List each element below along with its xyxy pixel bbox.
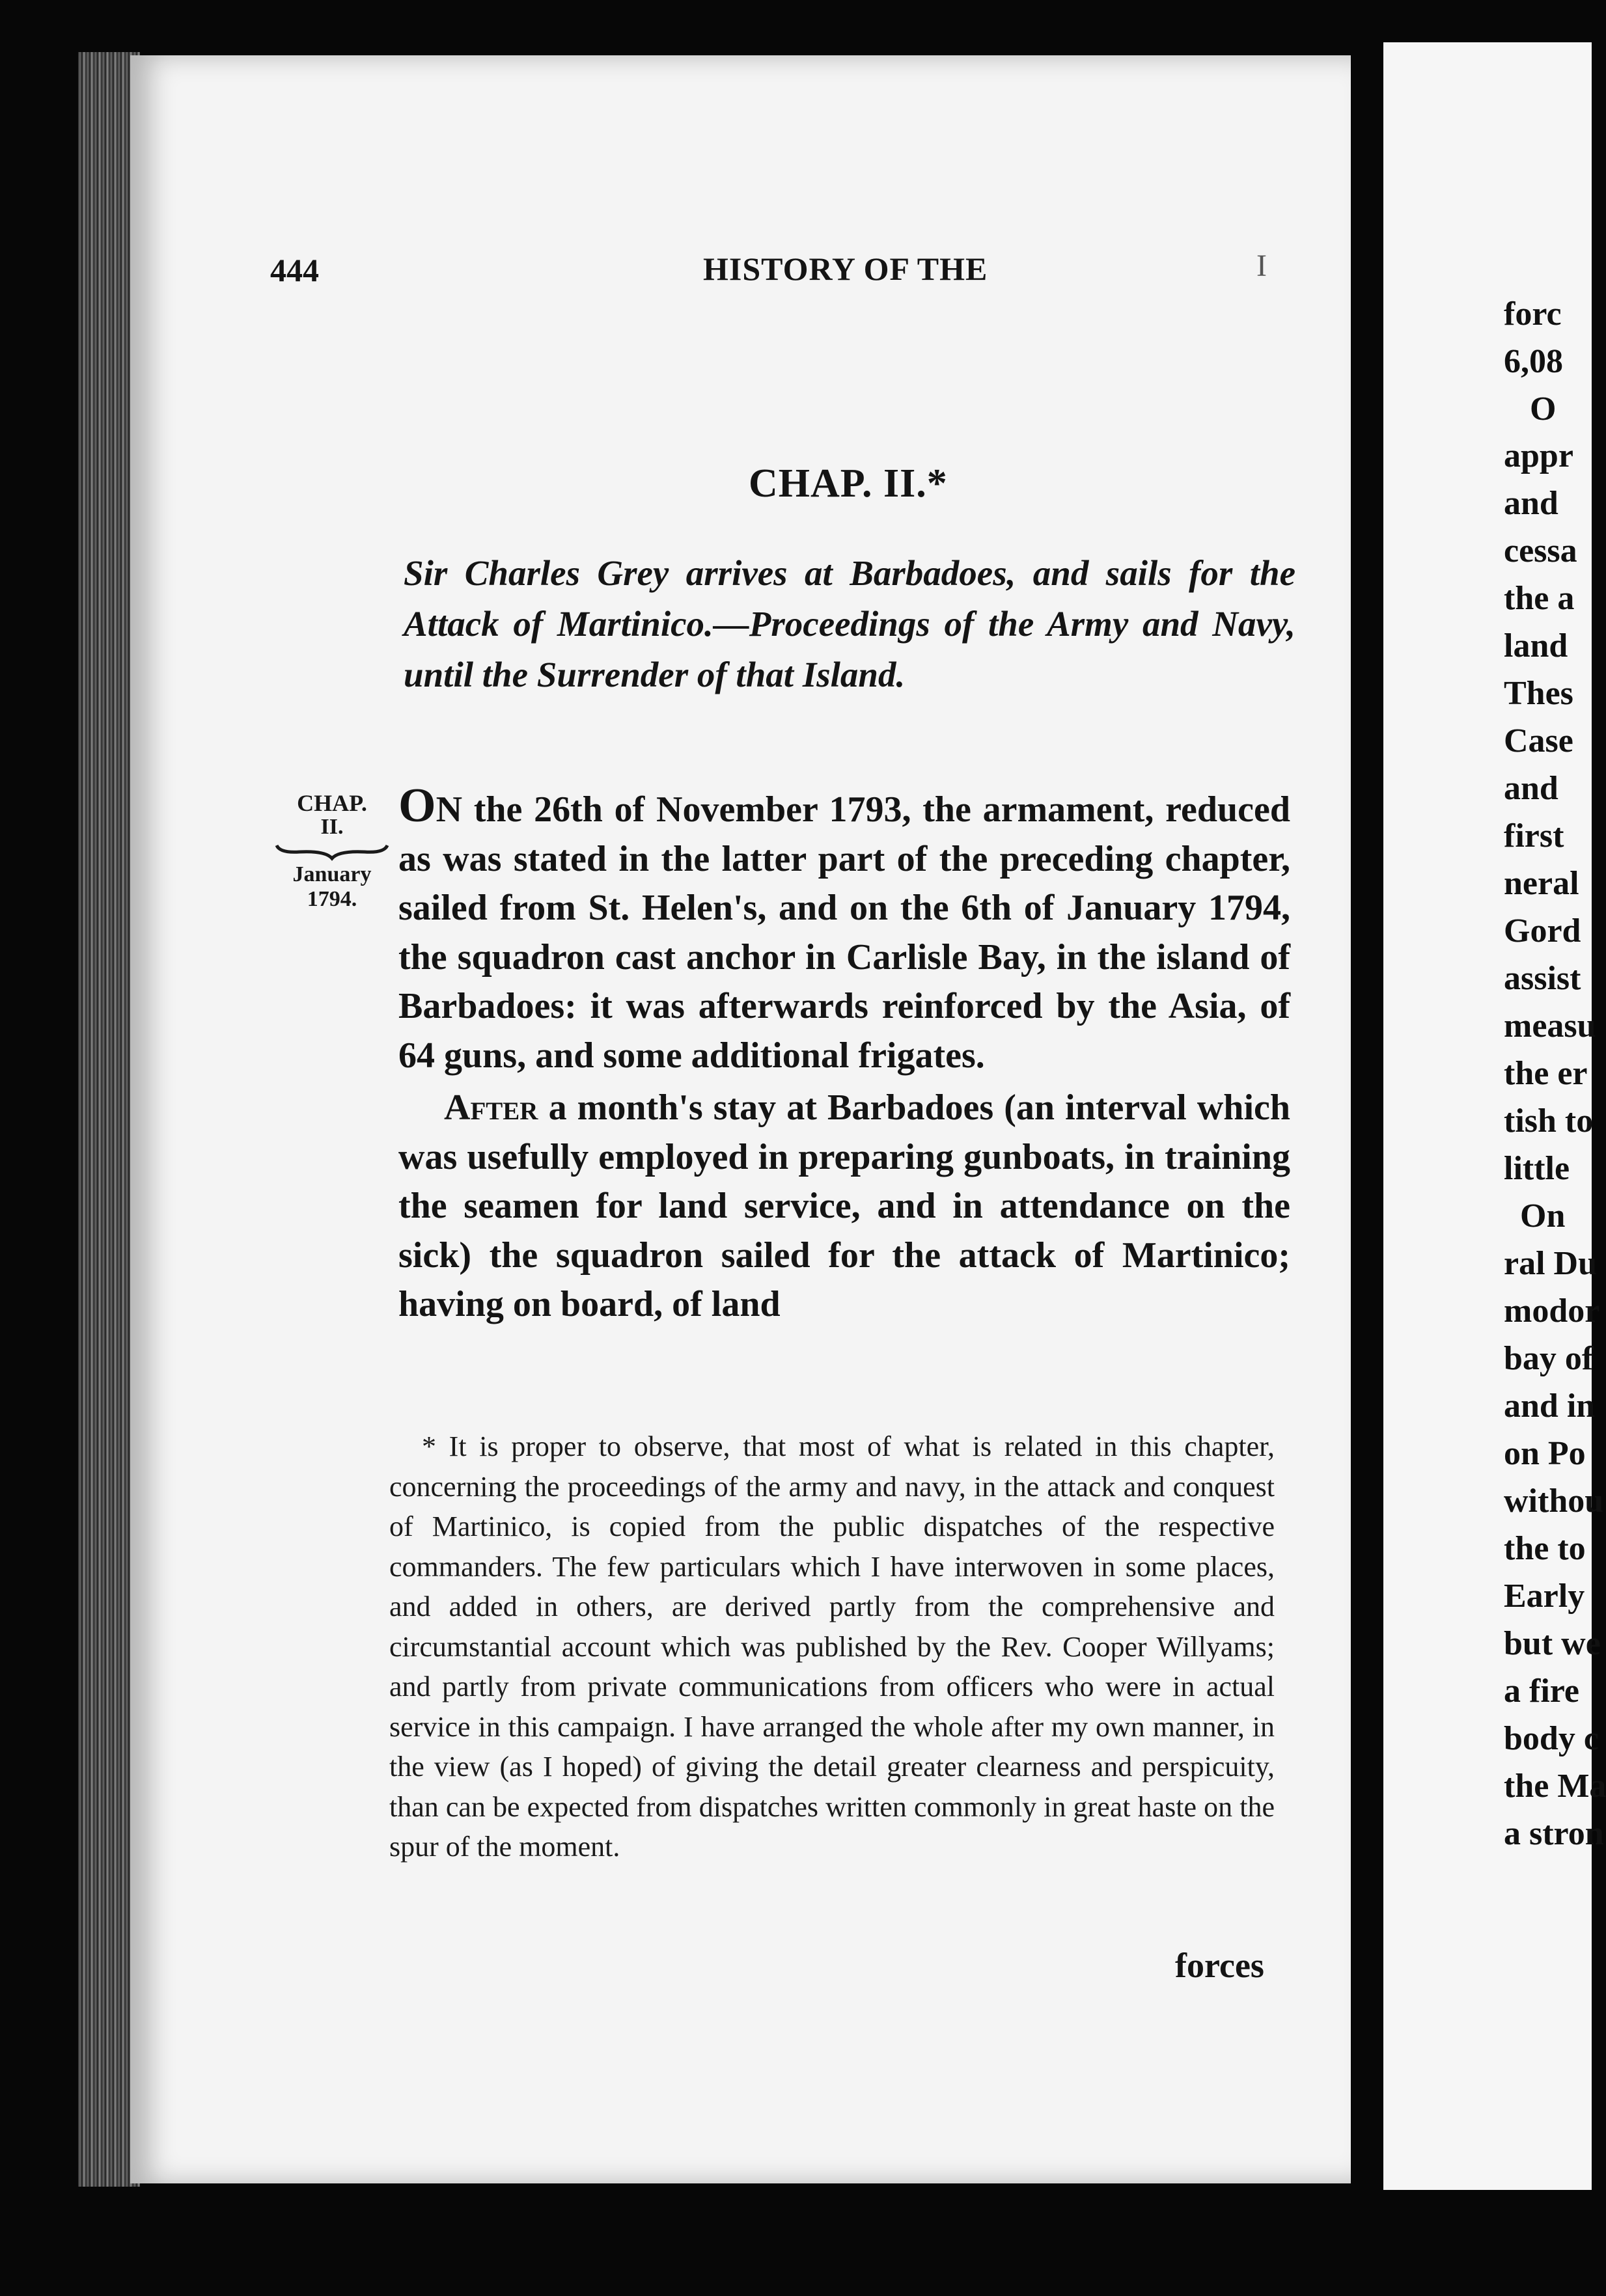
facing-page-line: the a (1504, 580, 1575, 617)
facing-page-line: and in (1504, 1387, 1596, 1425)
paragraph (398, 779, 1290, 1080)
margin-note-year: 1794. (307, 887, 357, 911)
facing-page (1383, 42, 1606, 2190)
facing-page-line: land (1504, 627, 1568, 664)
facing-page-line: modor (1504, 1292, 1600, 1330)
facing-page-line: forc (1504, 295, 1562, 333)
facing-page-line: measu (1504, 1007, 1596, 1045)
page-number: 444 (270, 252, 319, 288)
facing-page-line: bay of (1504, 1340, 1594, 1377)
chapter-title: CHAP. II.* (749, 461, 948, 506)
paragraph-lead-word: After (444, 1087, 538, 1128)
paragraph-text: a month's stay at Barbadoes (an interval which was usefully employed in preparing gunboats, in training the seamen for land service, and in attendance on the sick) the squadron sailed for the attack of Martinico; having on board, of land (398, 1087, 1290, 1324)
facing-page-line: the to (1504, 1530, 1586, 1567)
paragraph (398, 1084, 1290, 1330)
facing-page-line: neral (1504, 865, 1579, 902)
margin-note-chap: CHAP. (297, 790, 367, 816)
footnote (389, 1427, 1275, 1867)
facing-page-line: Thes (1504, 675, 1573, 712)
facing-page-line: body c (1504, 1720, 1599, 1757)
facing-page-line: appr (1504, 437, 1573, 474)
facing-page-line: withou (1504, 1483, 1604, 1520)
facing-page-line: the Ma (1504, 1768, 1606, 1805)
margin-note-month: January (292, 862, 372, 886)
facing-page-line: assist (1504, 960, 1581, 997)
running-mark: I (1256, 249, 1267, 283)
facing-page-line: Gord (1504, 912, 1581, 950)
facing-page-line: little (1504, 1150, 1570, 1187)
facing-page-line: tish to (1504, 1102, 1594, 1140)
facing-page-line: but we (1504, 1625, 1601, 1662)
curly-brace-icon (273, 841, 391, 861)
margin-note-number: II. (320, 815, 344, 839)
footnote-text: * It is proper to observe, that most of what is related in this chapter, concerning the proceedings of the army and navy, in the attack and conquest of Martinico, is copied from the public dispatches of the respective commanders. The few particulars which I have interwoven in some places, and added in others, are derived partly from the comprehensive and circumstantial account which was published by the Rev. Cooper Willyams; and partly from private communications from officers who were in actual service in this campaign. I have arranged the whole after my own manner, in the view (as I hoped) of giving the detail greater clearness and perspicuity, than can be expected from dispatches written commonly in great haste on the spur of the moment. (389, 1430, 1275, 1863)
running-head: HISTORY OF THE (703, 251, 988, 287)
facing-page-line: Early (1504, 1578, 1585, 1615)
drop-initial: O (398, 779, 436, 832)
facing-page-line: on Po (1504, 1435, 1586, 1472)
margin-note (270, 791, 394, 912)
facing-page-line: and (1504, 770, 1558, 807)
facing-page-line: and (1504, 485, 1558, 522)
facing-page-line: a stron (1504, 1815, 1604, 1852)
paragraph-text: N the 26th of November 1793, the armament, reduced as was stated in the latter part of the preceding chapter, sailed from St. Helen's, and on the 6th of January 1794, the squadron cast anchor in Carlisle Bay, in the island of Barbadoes: it was afterwards reinforced by the Asia, of 64 guns, and some additional frigates. (398, 789, 1290, 1076)
facing-page-line: first (1504, 817, 1564, 854)
facing-page-line: On (1520, 1197, 1566, 1235)
facing-page-line: cessa (1504, 532, 1577, 569)
facing-page-line: a fire (1504, 1673, 1579, 1710)
chapter-summary: Sir Charles Grey arrives at Barbadoes, and sails for the Attack of Martinico.—Proceedings of the Army and Navy, until the Surrender of that Island. (404, 553, 1295, 694)
facing-page-line: 6,08 (1504, 343, 1563, 380)
facing-page-line: Case (1504, 722, 1573, 759)
facing-page-line: O (1530, 390, 1557, 428)
facing-page-line: the er (1504, 1055, 1588, 1092)
body-text (398, 779, 1290, 1330)
facing-page-line: ral Du (1504, 1245, 1597, 1282)
catchword: forces (1175, 1946, 1264, 1985)
